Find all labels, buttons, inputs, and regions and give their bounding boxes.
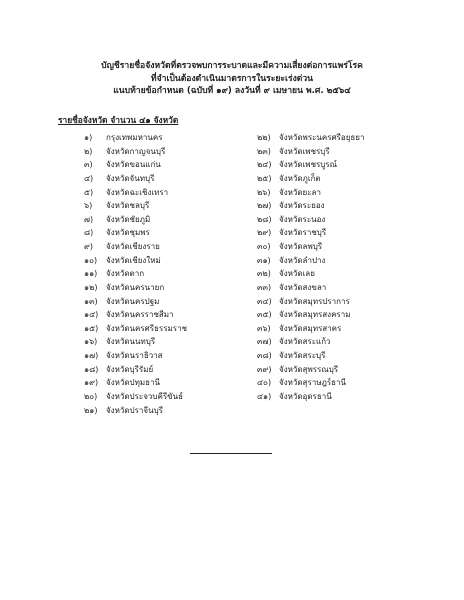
list-item: [84, 335, 187, 349]
province-name: กรุงเทพมหานคร: [106, 133, 163, 142]
province-name: จังหวัดลพบุรี: [279, 242, 323, 251]
item-number: ๒๘): [257, 214, 272, 224]
province-name: จังหวัดปราจีนบุรี: [106, 405, 163, 415]
list-item: [84, 349, 187, 363]
list-item: [84, 363, 187, 377]
title-line-1: บัญชีรายชื่อจังหวัดที่ตรวจพบการระบาดและมีความเสี่ยงต่อการแพร่โรค: [101, 61, 363, 71]
province-name: จังหวัดกาญจนบุรี: [106, 146, 166, 156]
list-item: [257, 295, 364, 309]
province-name: จังหวัดสมุทรสงคราม: [279, 310, 351, 320]
province-name: จังหวัดสมุทรสาคร: [279, 323, 342, 333]
list-item: [257, 145, 364, 159]
province-name: จังหวัดพระนครศรีอยุธยา: [279, 133, 365, 142]
item-number: ๒๑): [84, 405, 98, 415]
item-number: ๔): [84, 173, 94, 183]
item-number: ๓๕): [257, 310, 272, 320]
province-name: จังหวัดฉะเชิงเทรา: [106, 187, 169, 197]
item-number: ๒๒): [257, 133, 271, 142]
item-number: ๑๖): [84, 337, 98, 347]
item-number: ๓๓): [257, 282, 272, 292]
item-number: ๕): [84, 187, 94, 197]
item-number: ๒): [84, 146, 93, 156]
province-name: จังหวัดนครปฐม: [106, 296, 160, 306]
list-item: [84, 226, 187, 240]
list-item: [257, 213, 364, 227]
item-number: ๖): [84, 201, 93, 211]
list-item: [257, 226, 364, 240]
list-item: [257, 254, 364, 268]
list-item: [84, 322, 187, 336]
list-item: [257, 240, 364, 254]
item-number: ๓๖): [257, 323, 271, 333]
item-number: ๑): [84, 133, 93, 142]
list-item: [84, 267, 187, 281]
list-item: [84, 131, 187, 145]
item-number: ๓๒): [257, 269, 271, 279]
list-item: [84, 295, 187, 309]
item-number: ๑๔): [84, 310, 99, 320]
item-number: ๓๗): [257, 337, 272, 347]
list-item: [257, 281, 364, 295]
province-name: จังหวัดประจวบคีรีขันธ์: [106, 391, 183, 401]
list-item: [257, 376, 364, 390]
item-number: ๙): [84, 242, 93, 251]
list-item: [257, 363, 364, 377]
province-name: จังหวัดนครราชสีมา: [106, 310, 174, 320]
list-item: [257, 308, 364, 322]
province-list-left-column: [84, 131, 187, 417]
province-name: จังหวัดสมุทรปราการ: [279, 296, 350, 306]
item-number: ๑๕): [84, 323, 99, 333]
item-number: ๓๘): [257, 351, 272, 360]
title-line-3: แนบท้ายข้อกำหนด (ฉบับที่ ๑๙) ลงวันที่ ๙ เมษายน พ.ศ. ๒๕๖๔: [113, 86, 351, 96]
province-name: จังหวัดระยอง: [279, 201, 325, 211]
province-name: จังหวัดเลย: [279, 269, 315, 279]
end-divider-line: [190, 453, 272, 454]
list-item: [257, 131, 364, 145]
list-item: [84, 158, 187, 172]
province-list-right-column: [257, 131, 364, 404]
list-item: [257, 199, 364, 213]
item-number: ๒๗): [257, 201, 272, 211]
item-number: ๑๑): [84, 269, 98, 279]
province-name: จังหวัดสงขลา: [279, 282, 327, 292]
province-name: จังหวัดชัยภูมิ: [106, 214, 151, 224]
item-number: ๒๖): [257, 187, 271, 197]
document-title: [0, 60, 464, 98]
list-item: [84, 281, 187, 295]
province-name: จังหวัดตาก: [106, 269, 145, 279]
item-number: ๗): [84, 214, 94, 224]
title-line-2: ที่จำเป็นต้องดำเนินมาตรการในระยะเร่งด่วน: [150, 73, 314, 84]
item-number: ๓๑): [257, 255, 271, 265]
province-name: จังหวัดระนอง: [279, 214, 326, 224]
item-number: ๔๐): [257, 378, 272, 388]
list-item: [84, 308, 187, 322]
item-number: ๑๗): [84, 351, 99, 360]
list-item: [84, 376, 187, 390]
item-number: ๑๐): [84, 255, 98, 265]
list-item: [84, 172, 187, 186]
item-number: ๒๙): [257, 228, 272, 238]
province-name: จังหวัดภูเก็ต: [279, 173, 321, 183]
province-name: จังหวัดนราธิวาส: [106, 351, 163, 360]
list-item: [257, 158, 364, 172]
province-name: จังหวัดจันทบุรี: [106, 173, 155, 183]
item-number: ๑๓): [84, 296, 98, 306]
list-item: [257, 349, 364, 363]
list-item: [84, 254, 187, 268]
province-name: จังหวัดขอนแก่น: [106, 160, 161, 170]
list-item: [257, 172, 364, 186]
item-number: ๔๑): [257, 391, 272, 401]
item-number: ๑๒): [84, 282, 98, 292]
list-item: [84, 404, 187, 418]
list-item: [84, 145, 187, 159]
list-item: [257, 390, 364, 404]
province-name: จังหวัดชุมพร: [106, 228, 150, 238]
list-item: [84, 240, 187, 254]
province-name: จังหวัดสุราษฎร์ธานี: [279, 378, 347, 388]
province-name: จังหวัดนครนายก: [106, 282, 165, 292]
item-number: ๓๐): [257, 242, 271, 251]
province-name: จังหวัดเพชรบูรณ์: [279, 160, 338, 170]
province-name: จังหวัดนนทบุรี: [106, 337, 156, 347]
list-item: [257, 186, 364, 200]
list-item: [257, 335, 364, 349]
province-name: จังหวัดอุดรธานี: [279, 391, 332, 401]
list-item: [257, 267, 364, 281]
list-item: [84, 199, 187, 213]
item-number: ๒๓): [257, 146, 271, 156]
province-name: จังหวัดบุรีรัมย์: [106, 364, 154, 374]
item-number: ๒๔): [257, 160, 272, 170]
item-number: ๑๘): [84, 364, 99, 374]
province-name: จังหวัดนครศรีธรรมราช: [106, 323, 188, 333]
list-item: [84, 213, 187, 227]
province-name: จังหวัดราชบุรี: [279, 228, 327, 238]
item-number: ๒๐): [84, 391, 98, 401]
province-name: จังหวัดยะลา: [279, 187, 321, 197]
province-name: จังหวัดลำปาง: [279, 255, 326, 265]
province-name: จังหวัดปทุมธานี: [106, 378, 161, 388]
province-name: จังหวัดสระบุรี: [279, 351, 326, 360]
province-list-heading: รายชื่อจังหวัด จำนวน ๔๑ จังหวัด: [58, 115, 179, 125]
list-item: [84, 390, 187, 404]
province-name: จังหวัดสระแก้ว: [279, 337, 331, 347]
item-number: ๓๙): [257, 364, 272, 374]
province-name: จังหวัดเพชรบุรี: [279, 146, 330, 156]
list-item: [84, 186, 187, 200]
item-number: ๘): [84, 228, 94, 238]
item-number: ๓๔): [257, 296, 272, 306]
province-name: จังหวัดสุพรรณบุรี: [279, 364, 339, 374]
item-number: ๒๕): [257, 173, 272, 183]
list-item: [257, 322, 364, 336]
province-name: จังหวัดชลบุรี: [106, 201, 150, 211]
item-number: ๓): [84, 160, 93, 170]
province-name: จังหวัดเชียงใหม่: [106, 255, 161, 265]
province-name: จังหวัดเชียงราย: [106, 242, 160, 251]
item-number: ๑๙): [84, 378, 99, 388]
